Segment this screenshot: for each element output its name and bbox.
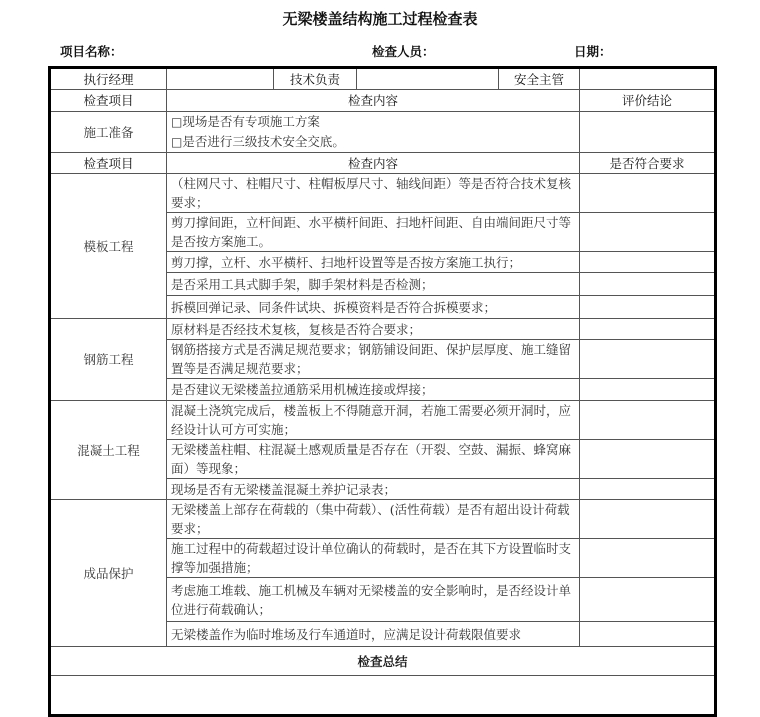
compliance-field[interactable] (580, 340, 716, 379)
table-row (50, 319, 716, 340)
prep-item[interactable]: □现场是否有专项施工方案 (171, 114, 320, 129)
checkbox-icon[interactable]: □ (171, 115, 183, 129)
category-protection: 成品保护 (50, 500, 167, 647)
category-rebar: 钢筋工程 (50, 319, 167, 401)
manager-label: 执行经理 (50, 68, 167, 90)
prep-item[interactable]: □是否进行三级技术安全交底。 (171, 134, 345, 149)
check-item: （柱网尺寸、柱帽尺寸、柱帽板厚尺寸、轴线间距）等是否符合技术复核要求； (167, 174, 580, 213)
compliance-field[interactable] (580, 174, 716, 213)
check-item: 拆模回弹记录、同条件试块、拆模资料是否符合拆模要求； (167, 296, 580, 319)
check-item: 考虑施工堆载、施工机械及车辆对无梁楼盖的安全影响时，是否经设计单位进行荷载确认； (167, 578, 580, 622)
summary-label: 检查总结 (50, 647, 716, 676)
summary-row (50, 676, 716, 716)
category-concrete: 混凝土工程 (50, 401, 167, 500)
check-item: 混凝土浇筑完成后，楼盖板上不得随意开洞，若施工需要必须开洞时，应经设计认可方可实施； (167, 401, 580, 440)
form-title: 无梁楼盖结构施工过程检查表 (282, 10, 478, 28)
roles-row (50, 68, 716, 90)
prep-row (50, 112, 716, 153)
inspector-label: 检查人员： (372, 44, 435, 59)
prep-result-field[interactable] (580, 112, 716, 153)
table-row (50, 401, 716, 440)
category-prep: 施工准备 (50, 112, 167, 153)
category-formwork: 模板工程 (50, 174, 167, 319)
header-check-item: 检查项目 (50, 153, 167, 174)
summary-header-row (50, 647, 716, 676)
check-item: 无梁楼盖作为临时堆场及行车通道时，应满足设计荷载限值要求 (167, 622, 580, 647)
header-check-content: 检查内容 (167, 90, 580, 112)
compliance-field[interactable] (580, 578, 716, 622)
compliance-field[interactable] (580, 213, 716, 252)
table-row (50, 500, 716, 539)
compliance-field[interactable] (580, 379, 716, 401)
project-name-label: 项目名称： (60, 44, 123, 59)
check-item: 施工过程中的荷载超过设计单位确认的荷载时，是否在其下方设置临时支撑等加强措施； (167, 539, 580, 578)
inspection-table (48, 66, 717, 717)
check-item: 是否采用工具式脚手架，脚手架材料是否检测； (167, 273, 580, 296)
tech-label: 技术负责 (274, 68, 357, 90)
prep-header-row (50, 90, 716, 112)
check-item: 钢筋搭接方式是否满足规范要求；钢筋铺设间距、保护层厚度、施工缝留置等是否满足规范要求； (167, 340, 580, 379)
compliance-field[interactable] (580, 401, 716, 440)
check-item: 剪刀撑，立杆、水平横杆、扫地杆设置等是否按方案施工执行； (167, 252, 580, 273)
compliance-field[interactable] (580, 539, 716, 578)
check-item: 原材料是否经技术复核，复核是否符合要求； (167, 319, 580, 340)
compliance-field[interactable] (580, 319, 716, 340)
compliance-field[interactable] (580, 273, 716, 296)
check-item: 是否建议无梁楼盖拉通筋采用机械连接或焊接； (167, 379, 580, 401)
safety-label: 安全主管 (499, 68, 580, 90)
header-evaluation: 评价结论 (580, 90, 716, 112)
compliance-field[interactable] (580, 500, 716, 539)
main-header-row (50, 153, 716, 174)
tech-field[interactable] (357, 68, 499, 90)
compliance-field[interactable] (580, 440, 716, 479)
header-compliance: 是否符合要求 (580, 153, 716, 174)
compliance-field[interactable] (580, 622, 716, 647)
header-check-item: 检查项目 (50, 90, 167, 112)
check-item: 剪刀撑间距，立杆间距、水平横杆间距、扫地杆间距、自由端间距尺寸等是否按方案施工。 (167, 213, 580, 252)
compliance-field[interactable] (580, 252, 716, 273)
check-item: 无梁楼盖柱帽、柱混凝土感观质量是否存在（开裂、空鼓、漏振、蜂窝麻面）等现象； (167, 440, 580, 479)
compliance-field[interactable] (580, 479, 716, 500)
safety-field[interactable] (580, 68, 716, 90)
date-label: 日期： (574, 44, 612, 59)
header-check-content: 检查内容 (167, 153, 580, 174)
checkbox-icon[interactable]: □ (171, 135, 183, 149)
check-item: 现场是否有无梁楼盖混凝土养护记录表； (167, 479, 580, 500)
table-row (50, 174, 716, 213)
prep-items (167, 112, 580, 153)
compliance-field[interactable] (580, 296, 716, 319)
check-item: 无梁楼盖上部存在荷载的（集中荷载）、(活性荷载）是否有超出设计荷载要求； (167, 500, 580, 539)
summary-field[interactable] (50, 676, 716, 716)
manager-field[interactable] (167, 68, 274, 90)
